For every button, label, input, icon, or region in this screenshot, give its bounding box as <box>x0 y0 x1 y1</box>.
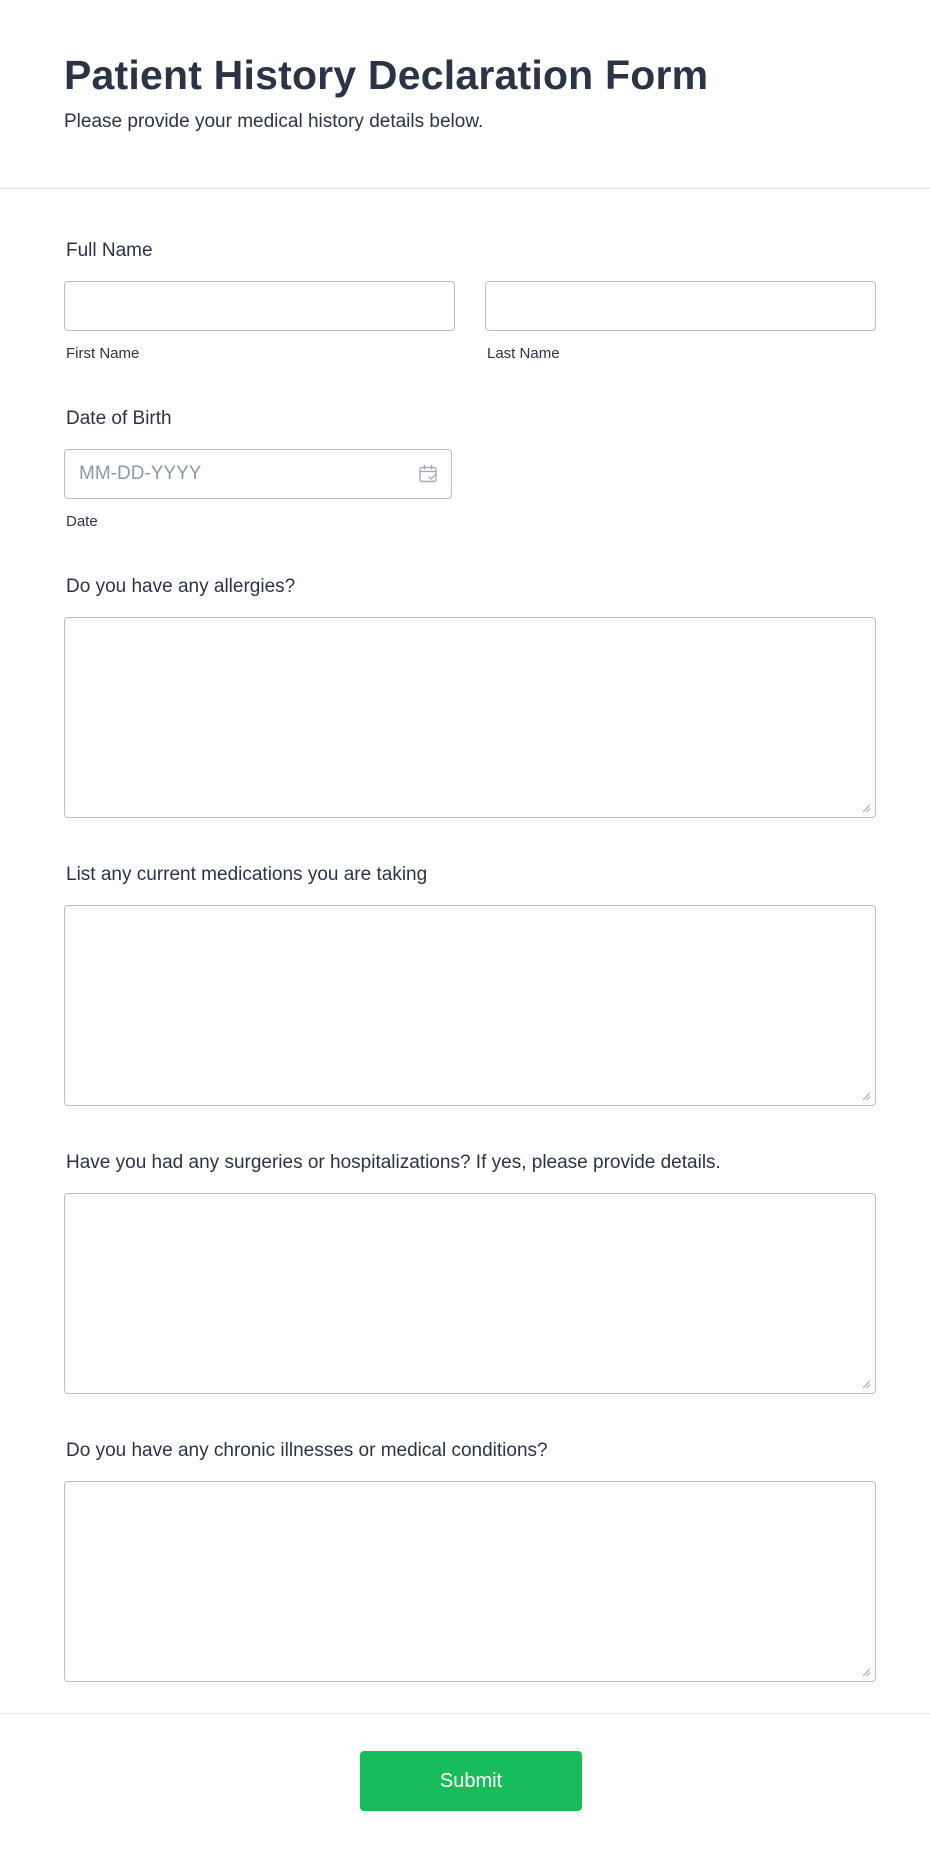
medications-label: List any current medications you are taking <box>66 864 428 885</box>
surgeries-label: Have you had any surgeries or hospitalizations? If yes, please provide details. <box>66 1152 721 1173</box>
form-title: Patient History Declaration Form <box>64 52 709 98</box>
allergies-label: Do you have any allergies? <box>66 576 296 597</box>
surgeries-textarea[interactable] <box>64 1193 876 1394</box>
calendar-icon[interactable] <box>418 464 438 484</box>
chronic-illnesses-label: Do you have any chronic illnesses or medical conditions? <box>66 1440 548 1461</box>
full-name-label: Full Name <box>66 240 153 261</box>
resize-grip-icon[interactable] <box>861 1667 871 1677</box>
first-name-sublabel: First Name <box>66 345 140 362</box>
allergies-textarea[interactable] <box>64 617 876 818</box>
form-subtitle: Please provide your medical history details below. <box>64 111 484 132</box>
chronic-illnesses-textarea[interactable] <box>64 1481 876 1682</box>
form-header <box>0 0 930 189</box>
resize-grip-icon[interactable] <box>861 803 871 813</box>
last-name-sublabel: Last Name <box>487 345 560 362</box>
last-name-input[interactable] <box>485 281 876 331</box>
resize-grip-icon[interactable] <box>861 1091 871 1101</box>
date-of-birth-label: Date of Birth <box>66 408 172 429</box>
first-name-input[interactable] <box>64 281 455 331</box>
submit-button[interactable]: Submit <box>360 1751 582 1811</box>
resize-grip-icon[interactable] <box>861 1379 871 1389</box>
medications-textarea[interactable] <box>64 905 876 1106</box>
date-of-birth-input[interactable] <box>64 449 452 499</box>
date-sublabel: Date <box>66 513 98 530</box>
